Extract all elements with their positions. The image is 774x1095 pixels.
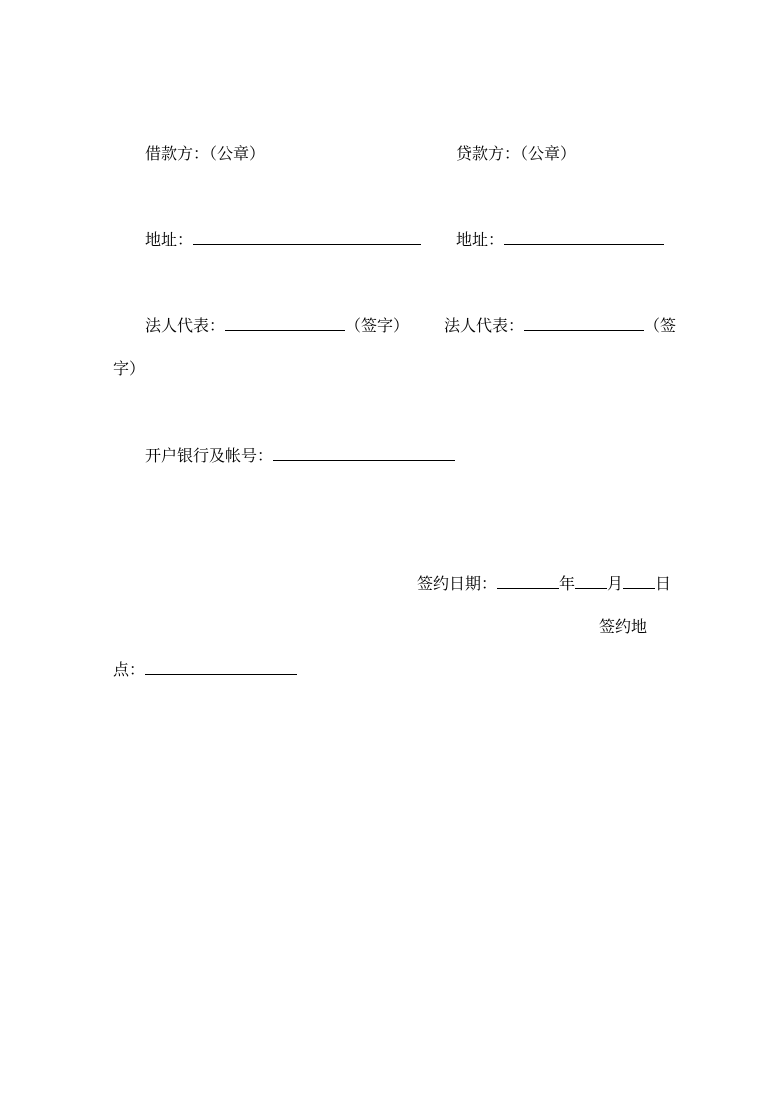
- signing-place-field[interactable]: [145, 660, 297, 675]
- borrower-bank-account: [145, 446, 455, 466]
- signing-place-label-part2: 点：: [113, 660, 146, 679]
- borrower-title-text: 借款方：（公章）: [145, 144, 266, 163]
- signing-month-unit: 月: [607, 574, 624, 593]
- signing-month-field[interactable]: [575, 574, 607, 589]
- lender-title: [456, 144, 576, 164]
- lender-representative: [444, 316, 676, 336]
- signing-place-label-part1: 签约地: [599, 617, 648, 636]
- borrower-rep-field[interactable]: [225, 316, 345, 331]
- lender-rep-field[interactable]: [524, 316, 644, 331]
- borrower-title: [145, 144, 265, 164]
- signing-year-field[interactable]: [497, 574, 559, 589]
- lender-rep-sign-part1: （签: [644, 316, 677, 335]
- signing-date: [417, 574, 671, 594]
- borrower-address-field[interactable]: [193, 230, 421, 245]
- bank-account-field[interactable]: [273, 446, 455, 461]
- signing-day-unit: 日: [655, 574, 672, 593]
- lender-address: [456, 230, 664, 250]
- bank-account-label: 开户银行及帐号：: [145, 446, 274, 465]
- lender-rep-label: 法人代表：: [444, 316, 525, 335]
- lender-address-label: 地址：: [456, 230, 505, 249]
- borrower-address: [145, 230, 421, 250]
- lender-address-field[interactable]: [504, 230, 664, 245]
- lender-rep-sign-part2: 字）: [113, 359, 146, 378]
- lender-title-text: 贷款方：（公章）: [456, 144, 577, 163]
- borrower-rep-sign: （签字）: [345, 316, 410, 335]
- borrower-address-label: 地址：: [145, 230, 194, 249]
- borrower-representative: [145, 316, 409, 336]
- signing-year-unit: 年: [559, 574, 576, 593]
- signing-day-field[interactable]: [623, 574, 655, 589]
- lender-rep-sign-continued: [113, 359, 145, 379]
- signing-date-label: 签约日期：: [417, 574, 498, 593]
- signing-place-continued: [113, 660, 297, 680]
- signing-place: [599, 617, 647, 637]
- borrower-rep-label: 法人代表：: [145, 316, 226, 335]
